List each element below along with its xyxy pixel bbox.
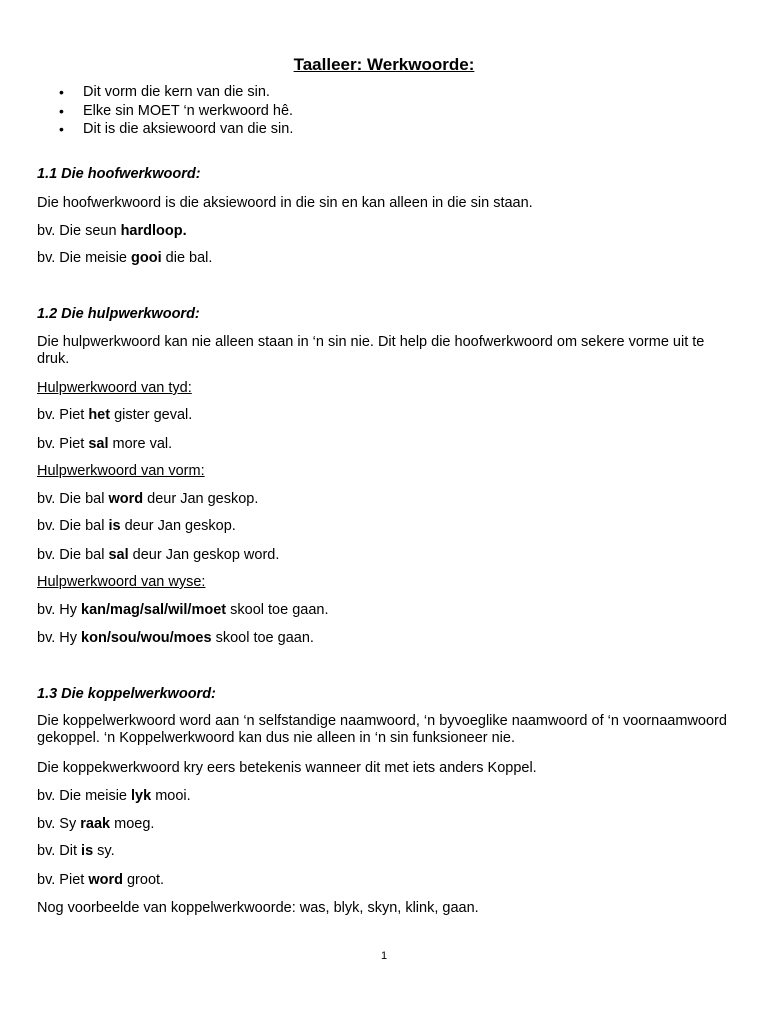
example-line: bv. Die meisie gooi die bal. bbox=[37, 250, 213, 266]
example-line: bv. Sy raak moeg. bbox=[37, 816, 155, 832]
example-line: bv. Piet sal more val. bbox=[37, 436, 173, 452]
example-line: bv. Die bal sal deur Jan geskop word. bbox=[37, 547, 280, 563]
section-paragraph: Nog voorbeelde van koppelwerkwoorde: was, blyk, skyn, klink, gaan. bbox=[37, 900, 479, 916]
section-paragraph: Die koppelwerkwoord word aan ‘n selfstandige naamwoord, ‘n byvoeglike naamwoord of ‘n voornaamwoord gekoppel. ‘n Koppelwerkwoord kan dus nie alleen in ‘n sin funksioneer nie. bbox=[37, 713, 727, 746]
example-line: bv. Die bal is deur Jan geskop. bbox=[37, 518, 236, 534]
subheading-wyse: Hulpwerkwoord van wyse: bbox=[37, 574, 206, 590]
list-item: • Dit is die aksiewoord van die sin. bbox=[59, 121, 294, 137]
intro-bullet-list bbox=[37, 84, 293, 140]
document-title: Taalleer: Werkwoorde: bbox=[293, 55, 475, 74]
page-number: 1 bbox=[380, 950, 388, 962]
example-line: bv. Die bal word deur Jan geskop. bbox=[37, 491, 259, 507]
example-line: bv. Piet het gister geval. bbox=[37, 407, 193, 423]
list-item: • Elke sin MOET ‘n werkwoord hê. bbox=[59, 102, 294, 119]
bullet-icon: • bbox=[59, 84, 64, 100]
example-line: bv. Hy kan/mag/sal/wil/moet skool toe gaan. bbox=[37, 602, 329, 618]
bullet-icon: • bbox=[59, 102, 64, 119]
example-line: bv. Piet word groot. bbox=[37, 872, 165, 888]
section-heading-koppelwerkwoord: 1.3 Die koppelwerkwoord: bbox=[37, 686, 216, 702]
section-heading-hoofwerkwoord: 1.1 Die hoofwerkwoord: bbox=[37, 166, 201, 182]
section-heading-hulpwerkwoord: 1.2 Die hulpwerkwoord: bbox=[37, 306, 200, 322]
example-line: bv. Die meisie lyk mooi. bbox=[37, 788, 191, 804]
subheading-vorm: Hulpwerkwoord van vorm: bbox=[37, 463, 205, 479]
section-paragraph: Die hoofwerkwoord is die aksiewoord in die sin en kan alleen in die sin staan. bbox=[37, 195, 533, 211]
example-line: bv. Die seun hardloop. bbox=[37, 223, 187, 239]
section-paragraph: Die hulpwerkwoord kan nie alleen staan in ‘n sin nie. Dit help die hoofwerkwoord om sekere vorme uit te druk. bbox=[37, 334, 705, 367]
list-item: • Dit vorm die kern van die sin. bbox=[59, 84, 270, 100]
example-line: bv. Hy kon/sou/wou/moes skool toe gaan. bbox=[37, 630, 314, 646]
subheading-tyd: Hulpwerkwoord van tyd: bbox=[37, 380, 192, 396]
example-line: bv. Dit is sy. bbox=[37, 843, 115, 859]
bullet-icon: • bbox=[59, 121, 64, 137]
section-paragraph: Die koppekwerkwoord kry eers betekenis wanneer dit met iets anders Koppel. bbox=[37, 760, 537, 776]
